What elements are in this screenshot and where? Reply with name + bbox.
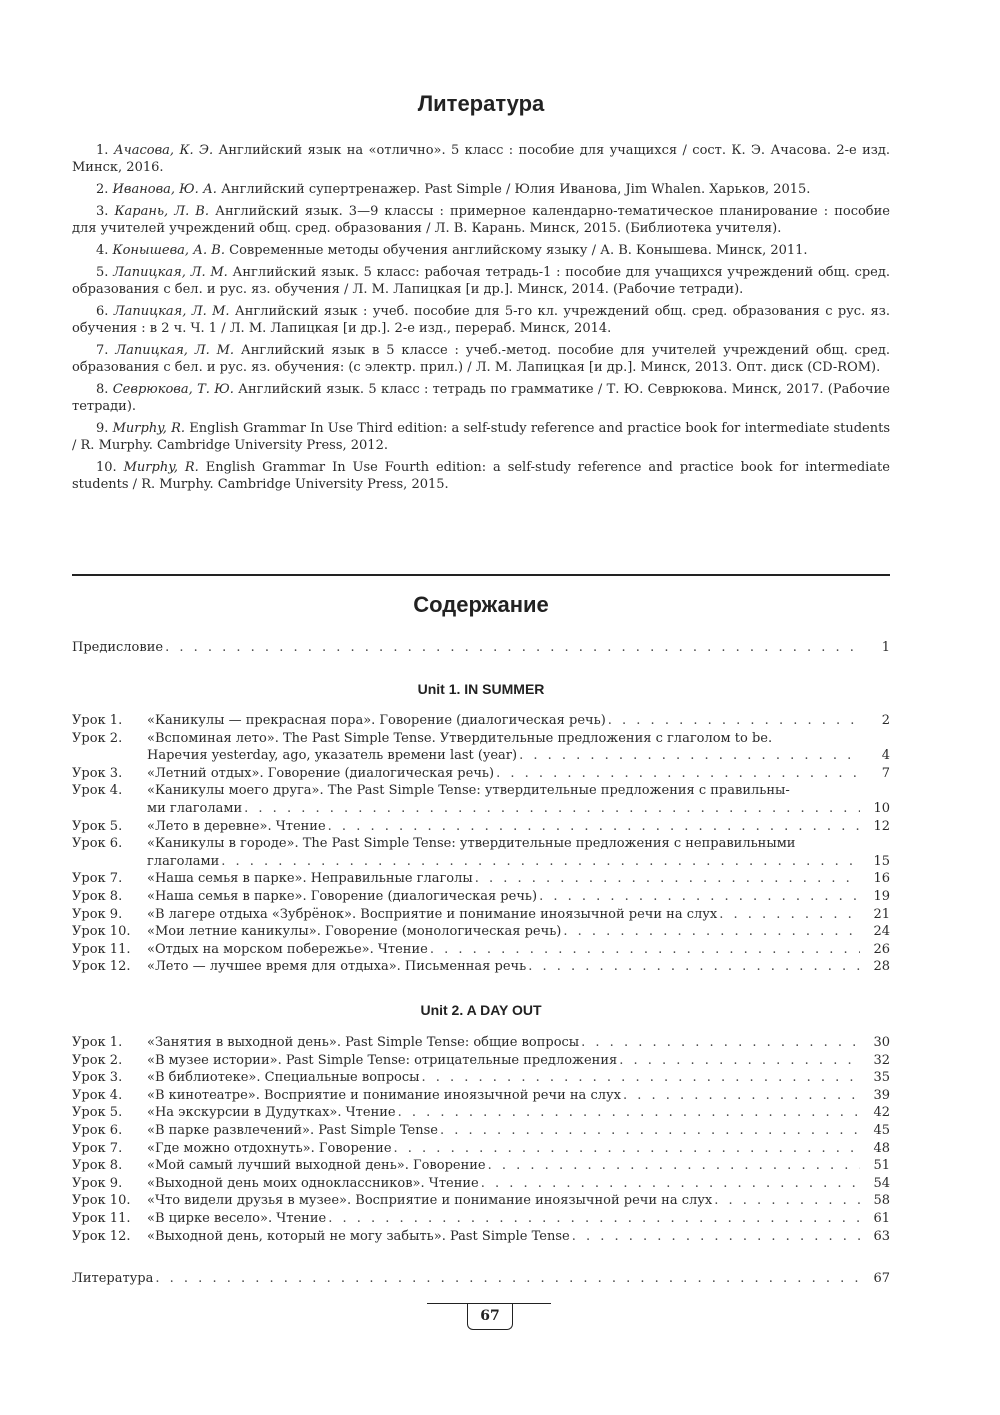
lesson-number: Урок 1. xyxy=(72,713,123,728)
section-divider xyxy=(72,574,890,576)
lesson-number: Урок 10. xyxy=(72,924,131,940)
toc-entry xyxy=(72,1210,890,1228)
unit-2-lessons xyxy=(72,1034,890,1245)
unit-1-heading: Unit 1. IN SUMMER xyxy=(417,681,545,697)
lesson-title-leader xyxy=(147,1087,890,1105)
reference-number: 9. xyxy=(96,421,109,436)
toc-entry-body xyxy=(147,835,890,870)
toc-entry xyxy=(72,818,890,836)
toc-entry-body xyxy=(147,1052,890,1070)
reference-number: 4. xyxy=(96,243,109,258)
lesson-title-leader xyxy=(147,1034,890,1052)
lesson-page: 35 xyxy=(873,1070,890,1086)
toc-entry xyxy=(72,1140,890,1158)
toc-entry-body xyxy=(147,712,890,730)
reference-item xyxy=(72,342,890,376)
lesson-title-leader xyxy=(147,958,890,976)
leader-dots xyxy=(428,941,860,959)
lesson-page: 63 xyxy=(873,1228,890,1244)
leader-dots xyxy=(617,1052,860,1070)
reference-number: 10. xyxy=(96,460,117,475)
toc-entry-body xyxy=(147,906,890,924)
toc-entry xyxy=(72,941,890,959)
reference-number: 8. xyxy=(96,382,109,397)
leader-dots xyxy=(396,1104,860,1122)
leader-dots xyxy=(326,1210,860,1228)
reference-text: Английский язык на «отлично». 5 класс : пособие для учащихся / сост. К. Э. Ачасова. 2-е изд. Минск, 2016. xyxy=(72,143,891,175)
lesson-number: Урок 10. xyxy=(72,1193,131,1209)
lesson-page: 24 xyxy=(873,924,890,940)
toc-entry xyxy=(72,1228,890,1246)
leader-dots xyxy=(606,712,860,730)
lesson-title: «Наша семья в парке». Говорение (диалогическая речь) xyxy=(147,888,538,904)
lesson-title-leader xyxy=(147,800,890,818)
reference-text: Английский язык. 5 класс: рабочая тетрадь-1 : пособие для учащихся учреждений общ. сред. образования с бел. и рус. яз. обучения / Л. М. Лапицкая [и др.]. Минск, 2014. (Рабочие тетради). xyxy=(72,265,891,297)
reference-list xyxy=(72,142,890,498)
lesson-title: Наречия yesterday, ago, указатель времени last (year) xyxy=(147,748,518,764)
page-number: 67 xyxy=(467,1303,513,1330)
toc-entry-body xyxy=(147,923,890,941)
literature-entry-label: Литература xyxy=(72,1271,154,1286)
toc-entry-body xyxy=(147,1104,890,1122)
leader-dots xyxy=(473,870,860,888)
reference-text: Английский язык в 5 классе : учеб.-метод. пособие для учителей учреждений общ. сред. образования с бел. и рус. яз. обучения: (с электр. прил.) / Л. М. Лапицкая [и др.]. Минск, 2013. Опт. диск (CD-ROM). xyxy=(72,343,890,375)
lesson-number: Урок 12. xyxy=(72,959,131,975)
lesson-title-leader xyxy=(147,888,890,906)
leader-dots xyxy=(419,1069,860,1087)
lesson-title-leader xyxy=(147,1140,890,1158)
leader-dots xyxy=(242,800,860,818)
toc-entry-body xyxy=(147,1140,890,1158)
toc-entry xyxy=(72,765,890,783)
lesson-page: 48 xyxy=(873,1140,890,1156)
reference-text: Английский язык. 3—9 классы : примерное календарно-тематическое планирование : пособие для учителей учреждений общ. сред. образования / Л. В. Карань. Минск, 2015. (Библиотека учителя). xyxy=(72,204,890,236)
toc-entry-body xyxy=(147,958,890,976)
lesson-title: «Что видели друзья в музее». Восприятие и понимание иноязычной речи на слух xyxy=(147,1193,713,1209)
lesson-title-leader xyxy=(147,1069,890,1087)
lesson-number: Урок 7. xyxy=(72,871,123,887)
toc-entry-body xyxy=(147,888,890,906)
toc-entry xyxy=(72,1104,890,1122)
lesson-page: 30 xyxy=(873,1035,890,1050)
toc-entry xyxy=(72,1192,890,1210)
toc-entry-body xyxy=(147,1157,890,1175)
toc-entry xyxy=(72,730,890,765)
lesson-title-leader xyxy=(147,1157,890,1175)
contents-title: Содержание xyxy=(413,592,549,617)
toc-entry-body xyxy=(147,765,890,783)
leader-dots xyxy=(219,853,860,871)
leader-dots xyxy=(326,818,860,836)
lesson-title: «В музее истории». Past Simple Tense: отрицательные предложения xyxy=(147,1052,618,1068)
toc-entry xyxy=(72,1087,890,1105)
reference-item xyxy=(72,242,890,259)
lesson-title: «В лагере отдыха «Зубрёнок». Восприятие и понимание иноязычной речи на слух xyxy=(147,906,718,922)
lesson-number: Урок 5. xyxy=(72,818,123,834)
reference-number: 1. xyxy=(96,143,109,158)
lesson-number: Урок 8. xyxy=(72,888,123,904)
toc-entry-body xyxy=(147,1175,890,1193)
lesson-page: 7 xyxy=(881,765,890,781)
toc-entry xyxy=(72,1157,890,1175)
reference-text: English Grammar In Use Fourth edition: a self-study reference and practice book for intermediate students / R. Murphy. Cambridge University Press, 2015. xyxy=(72,460,890,492)
lesson-number: Урок 4. xyxy=(72,783,123,799)
lesson-page: 4 xyxy=(881,748,890,764)
lesson-page: 26 xyxy=(873,941,890,957)
lesson-page: 16 xyxy=(873,871,890,887)
toc-entry-body xyxy=(147,941,890,959)
reference-author: Конышева, А. В. xyxy=(112,243,225,258)
toc-entry xyxy=(72,1034,890,1052)
lesson-number: Урок 2. xyxy=(72,730,123,746)
lesson-page: 54 xyxy=(873,1175,890,1191)
toc-entry xyxy=(72,1122,890,1140)
toc-entry-body xyxy=(147,1228,890,1246)
reference-item xyxy=(72,420,890,454)
reference-item xyxy=(72,142,890,176)
toc-entry-body xyxy=(147,782,890,817)
lesson-title: «На экскурсии в Дудутках». Чтение xyxy=(147,1105,396,1121)
lesson-number: Урок 7. xyxy=(72,1140,123,1156)
toc-entry xyxy=(72,782,890,817)
leader-dots xyxy=(163,639,860,657)
reference-author: Севрюкова, Т. Ю. xyxy=(112,382,234,397)
lesson-title: «В кинотеатре». Восприятие и понимание иноязычной речи на слух xyxy=(147,1087,621,1103)
lesson-page: 32 xyxy=(873,1052,890,1068)
lesson-number: Урок 9. xyxy=(72,906,123,922)
toc-entry xyxy=(72,906,890,924)
toc-entry xyxy=(72,958,890,976)
leader-dots xyxy=(621,1087,860,1105)
lesson-page: 58 xyxy=(873,1193,890,1209)
lesson-title-line: «Каникулы моего друга». The Past Simple Tense: утвердительные предложения с правильны- xyxy=(147,783,790,799)
lesson-title-leader xyxy=(147,1052,890,1070)
lesson-title: «Занятия в выходной день». Past Simple Tense: общие вопросы xyxy=(147,1035,580,1050)
toc-entry xyxy=(72,888,890,906)
lesson-page: 61 xyxy=(873,1210,890,1226)
reference-number: 5. xyxy=(96,265,109,280)
reference-item xyxy=(72,459,890,493)
reference-item xyxy=(72,203,890,237)
reference-author: Иванова, Ю. А. xyxy=(112,182,217,197)
reference-author: Лапицкая, Л. М. xyxy=(113,265,228,280)
reference-number: 6. xyxy=(96,304,109,319)
lesson-title-leader xyxy=(147,1192,890,1210)
toc-entry-body xyxy=(147,818,890,836)
literature-title: Литература xyxy=(417,91,545,116)
lesson-title-leader xyxy=(147,1210,890,1228)
lesson-page: 19 xyxy=(873,888,890,904)
reference-number: 7. xyxy=(96,343,109,358)
lesson-number: Урок 4. xyxy=(72,1087,123,1103)
toc-entry xyxy=(72,835,890,870)
lesson-number: Урок 12. xyxy=(72,1228,131,1244)
reference-number: 2. xyxy=(96,182,109,197)
lesson-title-leader xyxy=(147,712,890,730)
lesson-title: «Мои летние каникулы». Говорение (монологическая речь) xyxy=(147,924,562,940)
preface-label: Предисловие xyxy=(72,640,164,655)
lesson-number: Урок 11. xyxy=(72,1210,131,1226)
leader-dots xyxy=(537,888,860,906)
reference-author: Лапицкая, Л. М. xyxy=(113,304,230,319)
lesson-title-leader xyxy=(147,923,890,941)
leader-dots xyxy=(438,1122,860,1140)
lesson-title-leader xyxy=(147,1175,890,1193)
lesson-page: 45 xyxy=(873,1122,890,1138)
leader-dots xyxy=(486,1157,860,1175)
lesson-page: 28 xyxy=(873,959,890,975)
lesson-title: «Отдых на морском побережье». Чтение xyxy=(147,941,428,957)
lesson-number: Урок 2. xyxy=(72,1052,123,1068)
lesson-page: 15 xyxy=(873,853,890,869)
reference-item xyxy=(72,181,890,198)
leader-dots xyxy=(579,1034,860,1052)
unit-2-heading: Unit 2. A DAY OUT xyxy=(420,1002,542,1018)
lesson-title-leader xyxy=(147,765,890,783)
lesson-number: Урок 1. xyxy=(72,1035,123,1050)
leader-dots xyxy=(561,923,860,941)
lesson-page: 21 xyxy=(873,906,890,922)
reference-item xyxy=(72,264,890,298)
lesson-page: 39 xyxy=(873,1087,890,1103)
leader-dots xyxy=(494,765,860,783)
lesson-number: Урок 8. xyxy=(72,1158,123,1174)
lesson-number: Урок 3. xyxy=(72,765,123,781)
reference-text: Современные методы обучения английскому языку / А. В. Конышева. Минск, 2011. xyxy=(229,243,808,258)
leader-dots xyxy=(717,906,860,924)
preface-entry xyxy=(72,639,890,657)
reference-author: Ачасова, К. Э. xyxy=(113,143,214,158)
lesson-title-leader xyxy=(147,747,890,765)
lesson-page: 2 xyxy=(881,713,890,728)
literature-entry-page: 67 xyxy=(873,1271,890,1286)
lesson-title: «Лето — лучшее время для отдыха». Письменная речь xyxy=(147,959,527,975)
leader-dots xyxy=(479,1175,860,1193)
reference-author: Murphy, R. xyxy=(112,421,186,436)
lesson-title-leader xyxy=(147,1122,890,1140)
lesson-page: 10 xyxy=(873,800,890,816)
toc-entry xyxy=(72,1175,890,1193)
lesson-title: ми глаголами xyxy=(147,800,243,816)
leader-dots xyxy=(517,747,860,765)
toc-entry xyxy=(72,923,890,941)
lesson-title-leader xyxy=(147,818,890,836)
lesson-title: «Выходной день моих одноклассников». Чтение xyxy=(147,1175,479,1191)
toc-entry-body xyxy=(147,870,890,888)
lesson-number: Урок 6. xyxy=(72,1122,123,1138)
lesson-title: «Где можно отдохнуть». Говорение xyxy=(147,1140,392,1156)
leader-dots xyxy=(712,1192,860,1210)
lesson-title: «В цирке весело». Чтение xyxy=(147,1210,327,1226)
leader-dots xyxy=(153,1270,860,1288)
reference-text: Английский супертренажер. Past Simple / Юлия Иванова, Jim Whalen. Харьков, 2015. xyxy=(221,182,811,197)
lesson-title-leader xyxy=(147,906,890,924)
toc-entry-body xyxy=(147,1069,890,1087)
lesson-title: «В парке развлечений». Past Simple Tense xyxy=(147,1122,438,1138)
lesson-title: «Лето в деревне». Чтение xyxy=(147,818,326,834)
toc-entry-body xyxy=(147,1087,890,1105)
toc-entry xyxy=(72,870,890,888)
lesson-title: глаголами xyxy=(147,853,220,869)
toc-entry-body xyxy=(147,1122,890,1140)
toc-entry xyxy=(72,1052,890,1070)
lesson-number: Урок 5. xyxy=(72,1105,123,1121)
lesson-page: 12 xyxy=(873,818,890,834)
lesson-title-line: «Каникулы в городе». The Past Simple Tense: утвердительные предложения с неправильными xyxy=(147,836,796,852)
lesson-title: «В библиотеке». Специальные вопросы xyxy=(147,1070,420,1086)
lesson-title-line: «Вспоминая лето». The Past Simple Tense. Утвердительные предложения с глаголом to be. xyxy=(147,730,773,746)
toc-entry-body xyxy=(147,1034,890,1052)
lesson-page: 42 xyxy=(873,1105,890,1121)
reference-number: 3. xyxy=(96,204,109,219)
toc-entry xyxy=(72,712,890,730)
unit-1-lessons xyxy=(72,712,890,976)
reference-author: Murphy, R. xyxy=(123,460,199,475)
toc-entry-body xyxy=(147,1192,890,1210)
lesson-title-leader xyxy=(147,941,890,959)
reference-item xyxy=(72,381,890,415)
reference-text: Английский язык : учеб. пособие для 5-го кл. учреждений общ. сред. образования с рус. яз. обучения : в 2 ч. Ч. 1 / Л. М. Лапицкая [и др.]. 2-е изд., перераб. Минск, 2014. xyxy=(72,304,890,336)
reference-text: English Grammar In Use Third edition: a self-study reference and practice book for intermediate students / R. Murphy. Cambridge University Press, 2012. xyxy=(72,421,890,453)
reference-text: Английский язык. 5 класс : тетрадь по грамматике / Т. Ю. Севрюкова. Минск, 2017. (Рабочие тетради). xyxy=(72,382,890,414)
lesson-title-leader xyxy=(147,1228,890,1246)
lesson-title-leader xyxy=(147,870,890,888)
lesson-number: Урок 11. xyxy=(72,941,131,957)
lesson-number: Урок 9. xyxy=(72,1175,123,1191)
toc-entry-body xyxy=(147,1210,890,1228)
lesson-title-leader xyxy=(147,853,890,871)
lesson-page: 51 xyxy=(873,1158,890,1174)
lesson-title: «Выходной день, который не могу забыть». Past Simple Tense xyxy=(147,1228,570,1244)
toc-entry xyxy=(72,1069,890,1087)
lesson-title: «Мой самый лучший выходной день». Говорение xyxy=(147,1158,486,1174)
lesson-title: «Наша семья в парке». Неправильные глаголы xyxy=(147,871,473,887)
lesson-title: «Летний отдых». Говорение (диалогическая речь) xyxy=(147,765,495,781)
reference-author: Лапицкая, Л. М. xyxy=(115,343,235,358)
reference-author: Карань, Л. В. xyxy=(114,204,209,219)
leader-dots xyxy=(526,958,860,976)
lesson-title: «Каникулы — прекрасная пора». Говорение (диалогическая речь) xyxy=(147,713,606,728)
literature-entry xyxy=(72,1270,890,1288)
reference-item xyxy=(72,303,890,337)
lesson-title-leader xyxy=(147,1104,890,1122)
preface-page: 1 xyxy=(881,640,890,655)
toc-entry-body xyxy=(147,730,890,765)
leader-dots xyxy=(570,1228,860,1246)
lesson-number: Урок 3. xyxy=(72,1070,123,1086)
lesson-number: Урок 6. xyxy=(72,836,123,852)
leader-dots xyxy=(392,1140,860,1158)
